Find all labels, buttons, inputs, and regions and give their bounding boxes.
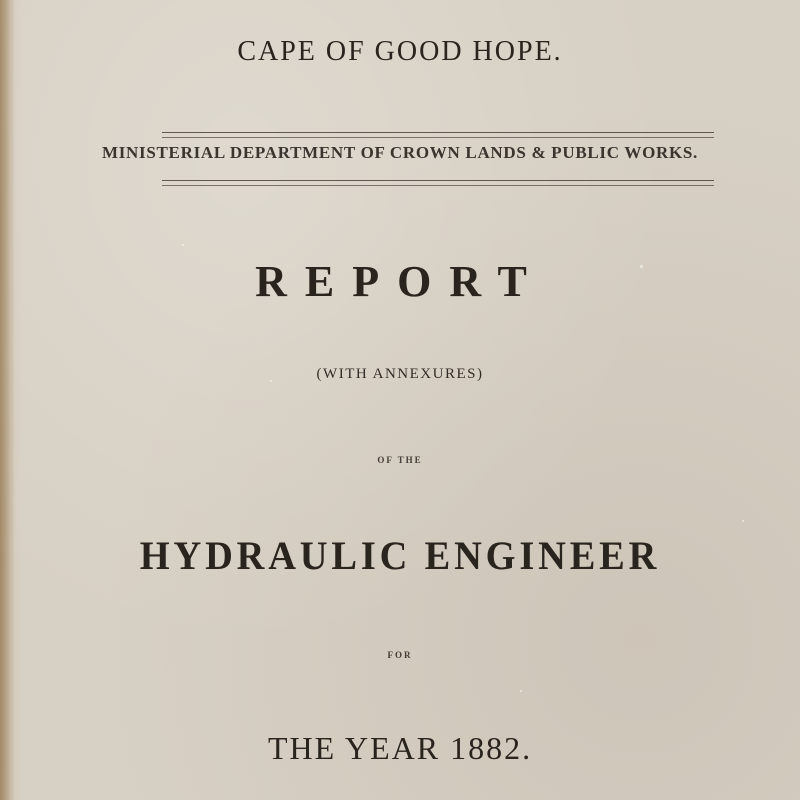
top-divider	[162, 132, 714, 133]
paper-speck	[270, 380, 272, 382]
colony-title: CAPE OF GOOD HOPE.	[237, 36, 563, 67]
report-title: REPORT	[255, 257, 545, 306]
report-period: THE YEAR 1882.	[267, 730, 533, 766]
paper-speck	[640, 265, 643, 268]
binding-edge	[0, 0, 14, 800]
paper-speck	[742, 520, 744, 522]
department-name: MINISTERIAL DEPARTMENT OF CROWN LANDS & PUBLIC WORKS.	[102, 143, 698, 162]
connector-for: FOR	[387, 650, 413, 660]
report-subtitle: (WITH ANNEXURES)	[316, 366, 484, 382]
bottom-divider	[162, 180, 714, 181]
connector-of-the: OF THE	[377, 455, 423, 465]
paper-speck	[182, 244, 184, 246]
office-title: HYDRAULIC ENGINEER	[139, 533, 661, 578]
paper-speck	[520, 690, 522, 692]
